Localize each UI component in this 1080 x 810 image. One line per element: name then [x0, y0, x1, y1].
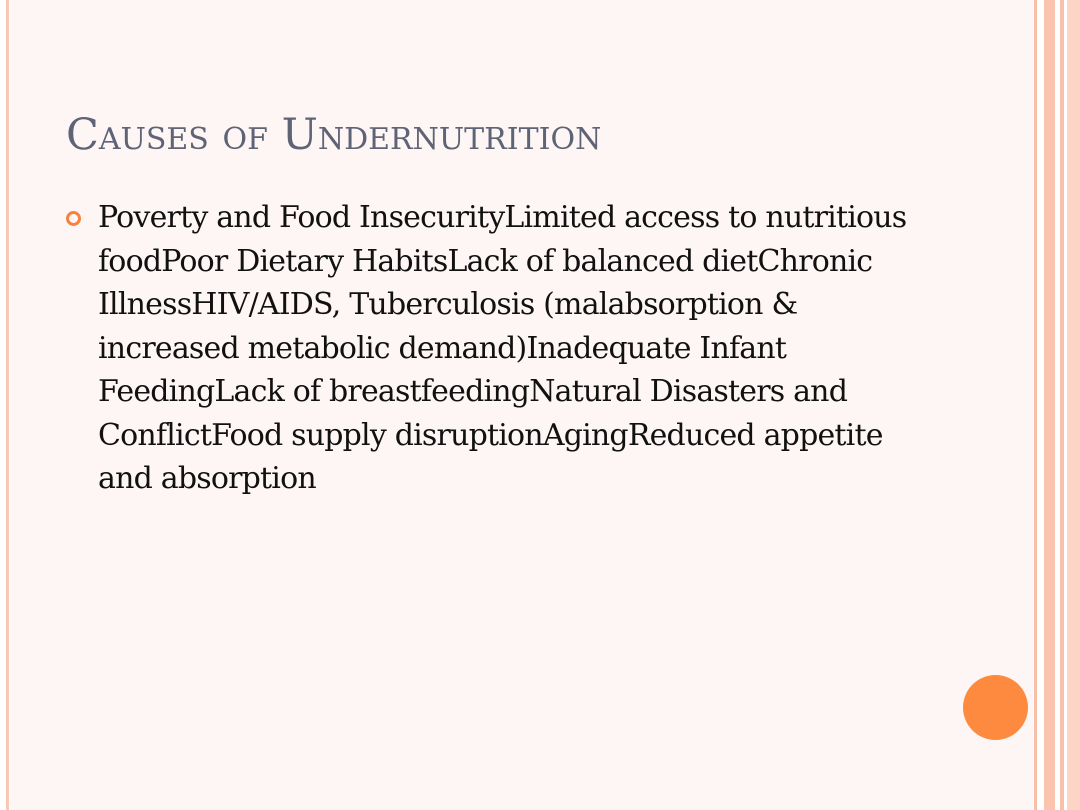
bullet-text: Poverty and Food InsecurityLimited access to nutritious foodPoor Dietary HabitsLack of balanced dietChronic IllnessHIV/AIDS, Tuberculosis (malabsorption & increased metabolic demand)Inadequate Infant FeedingLack of breastfeedingNatural Disasters and ConflictFood supply disruptionAgingReduced appetite and absorption [98, 200, 907, 496]
right-border-stripe [1034, 0, 1037, 810]
right-border-stripe [1060, 0, 1064, 810]
decorative-circle-icon [963, 675, 1028, 740]
slide-title: Causes of Undernutrition [66, 110, 602, 160]
bullet-item [64, 196, 944, 501]
right-border-stripe [1044, 0, 1055, 810]
slide-body [64, 196, 944, 501]
left-border-stripe [6, 0, 9, 810]
right-border-stripe [1067, 0, 1080, 810]
bullet-circle-icon [66, 211, 81, 226]
